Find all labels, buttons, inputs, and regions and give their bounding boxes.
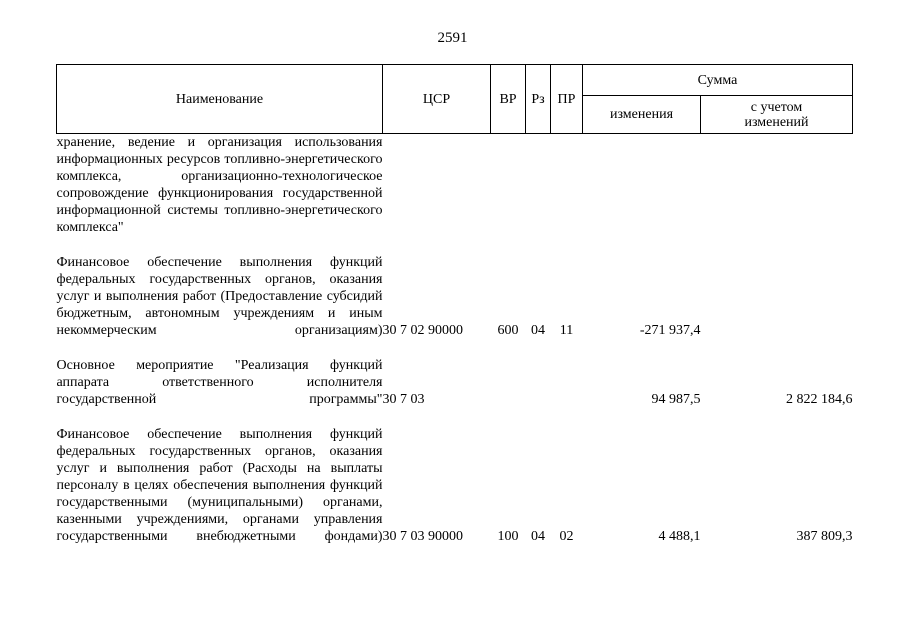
row-pr — [551, 134, 583, 237]
row-spacer — [57, 339, 853, 357]
header-csr: ЦСР — [383, 65, 491, 134]
row-vr: 100 — [497, 529, 519, 544]
row-rz — [526, 357, 551, 408]
row-spacer — [57, 408, 853, 426]
row-csr: 30 7 02 90000 — [382, 323, 463, 338]
row-name: Основное мероприятие "Реализация функций аппарата ответственного исполнителя государственной программы" — [56, 358, 383, 407]
row-changes: -271 937,4 — [639, 323, 701, 338]
row-vr — [491, 134, 526, 237]
row-changes — [583, 134, 701, 237]
row-name: хранение, ведение и организация использования информационных ресурсов топливно-энергетического комплекса, организационно-технологическое сопровождение функционирования государственной информационной системы топливно-энергетического комплекса" — [56, 135, 383, 235]
row-changes: 94 987,5 — [651, 392, 701, 407]
row-pr: 11 — [559, 323, 574, 338]
header-vr: ВР — [491, 65, 526, 134]
header-sum: Сумма — [583, 65, 853, 96]
row-rz: 04 — [531, 529, 545, 544]
row-vr: 600 — [497, 323, 519, 338]
header-pr: ПР — [551, 65, 583, 134]
row-pr: 02 — [559, 529, 574, 544]
table-row — [57, 134, 853, 237]
header-rz: Рз — [526, 65, 551, 134]
row-with-changes — [701, 254, 853, 339]
table-row — [57, 426, 853, 545]
page-number: 2591 — [437, 30, 468, 46]
budget-table — [56, 64, 853, 545]
row-name: Финансовое обеспечение выполнения функций федеральных государственных органов, оказания услуг и выполнения работ (Предоставление субсидий бюджетным, автономным учреждениям и иным некоммерческим организациям) — [56, 255, 383, 338]
row-with-changes: 387 809,3 — [796, 529, 853, 544]
row-with-changes: 2 822 184,6 — [786, 392, 853, 407]
row-pr — [551, 357, 583, 408]
row-name: Финансовое обеспечение выполнения функций федеральных государственных органов, оказания услуг и выполнения работ (Расходы на выплаты персоналу в целях обеспечения выполнения функций государственными (муниципальными) органами, казенными учреждениями, органами управления государственными внебюджетными фондами) — [56, 427, 383, 544]
row-with-changes — [701, 134, 853, 237]
table-body — [57, 134, 853, 546]
row-rz — [526, 134, 551, 237]
row-csr: 30 7 03 90000 — [382, 529, 463, 544]
header-with-changes: с учетом изменений — [701, 96, 853, 134]
row-changes: 4 488,1 — [658, 529, 701, 544]
row-spacer — [57, 236, 853, 254]
header-name: Наименование — [57, 65, 383, 134]
table-row — [57, 254, 853, 339]
row-csr — [383, 134, 491, 237]
row-csr: 30 7 03 — [382, 392, 425, 407]
table-row — [57, 357, 853, 408]
row-vr — [491, 357, 526, 408]
row-rz: 04 — [531, 323, 545, 338]
table-header — [57, 65, 853, 134]
header-changes: изменения — [583, 96, 701, 134]
